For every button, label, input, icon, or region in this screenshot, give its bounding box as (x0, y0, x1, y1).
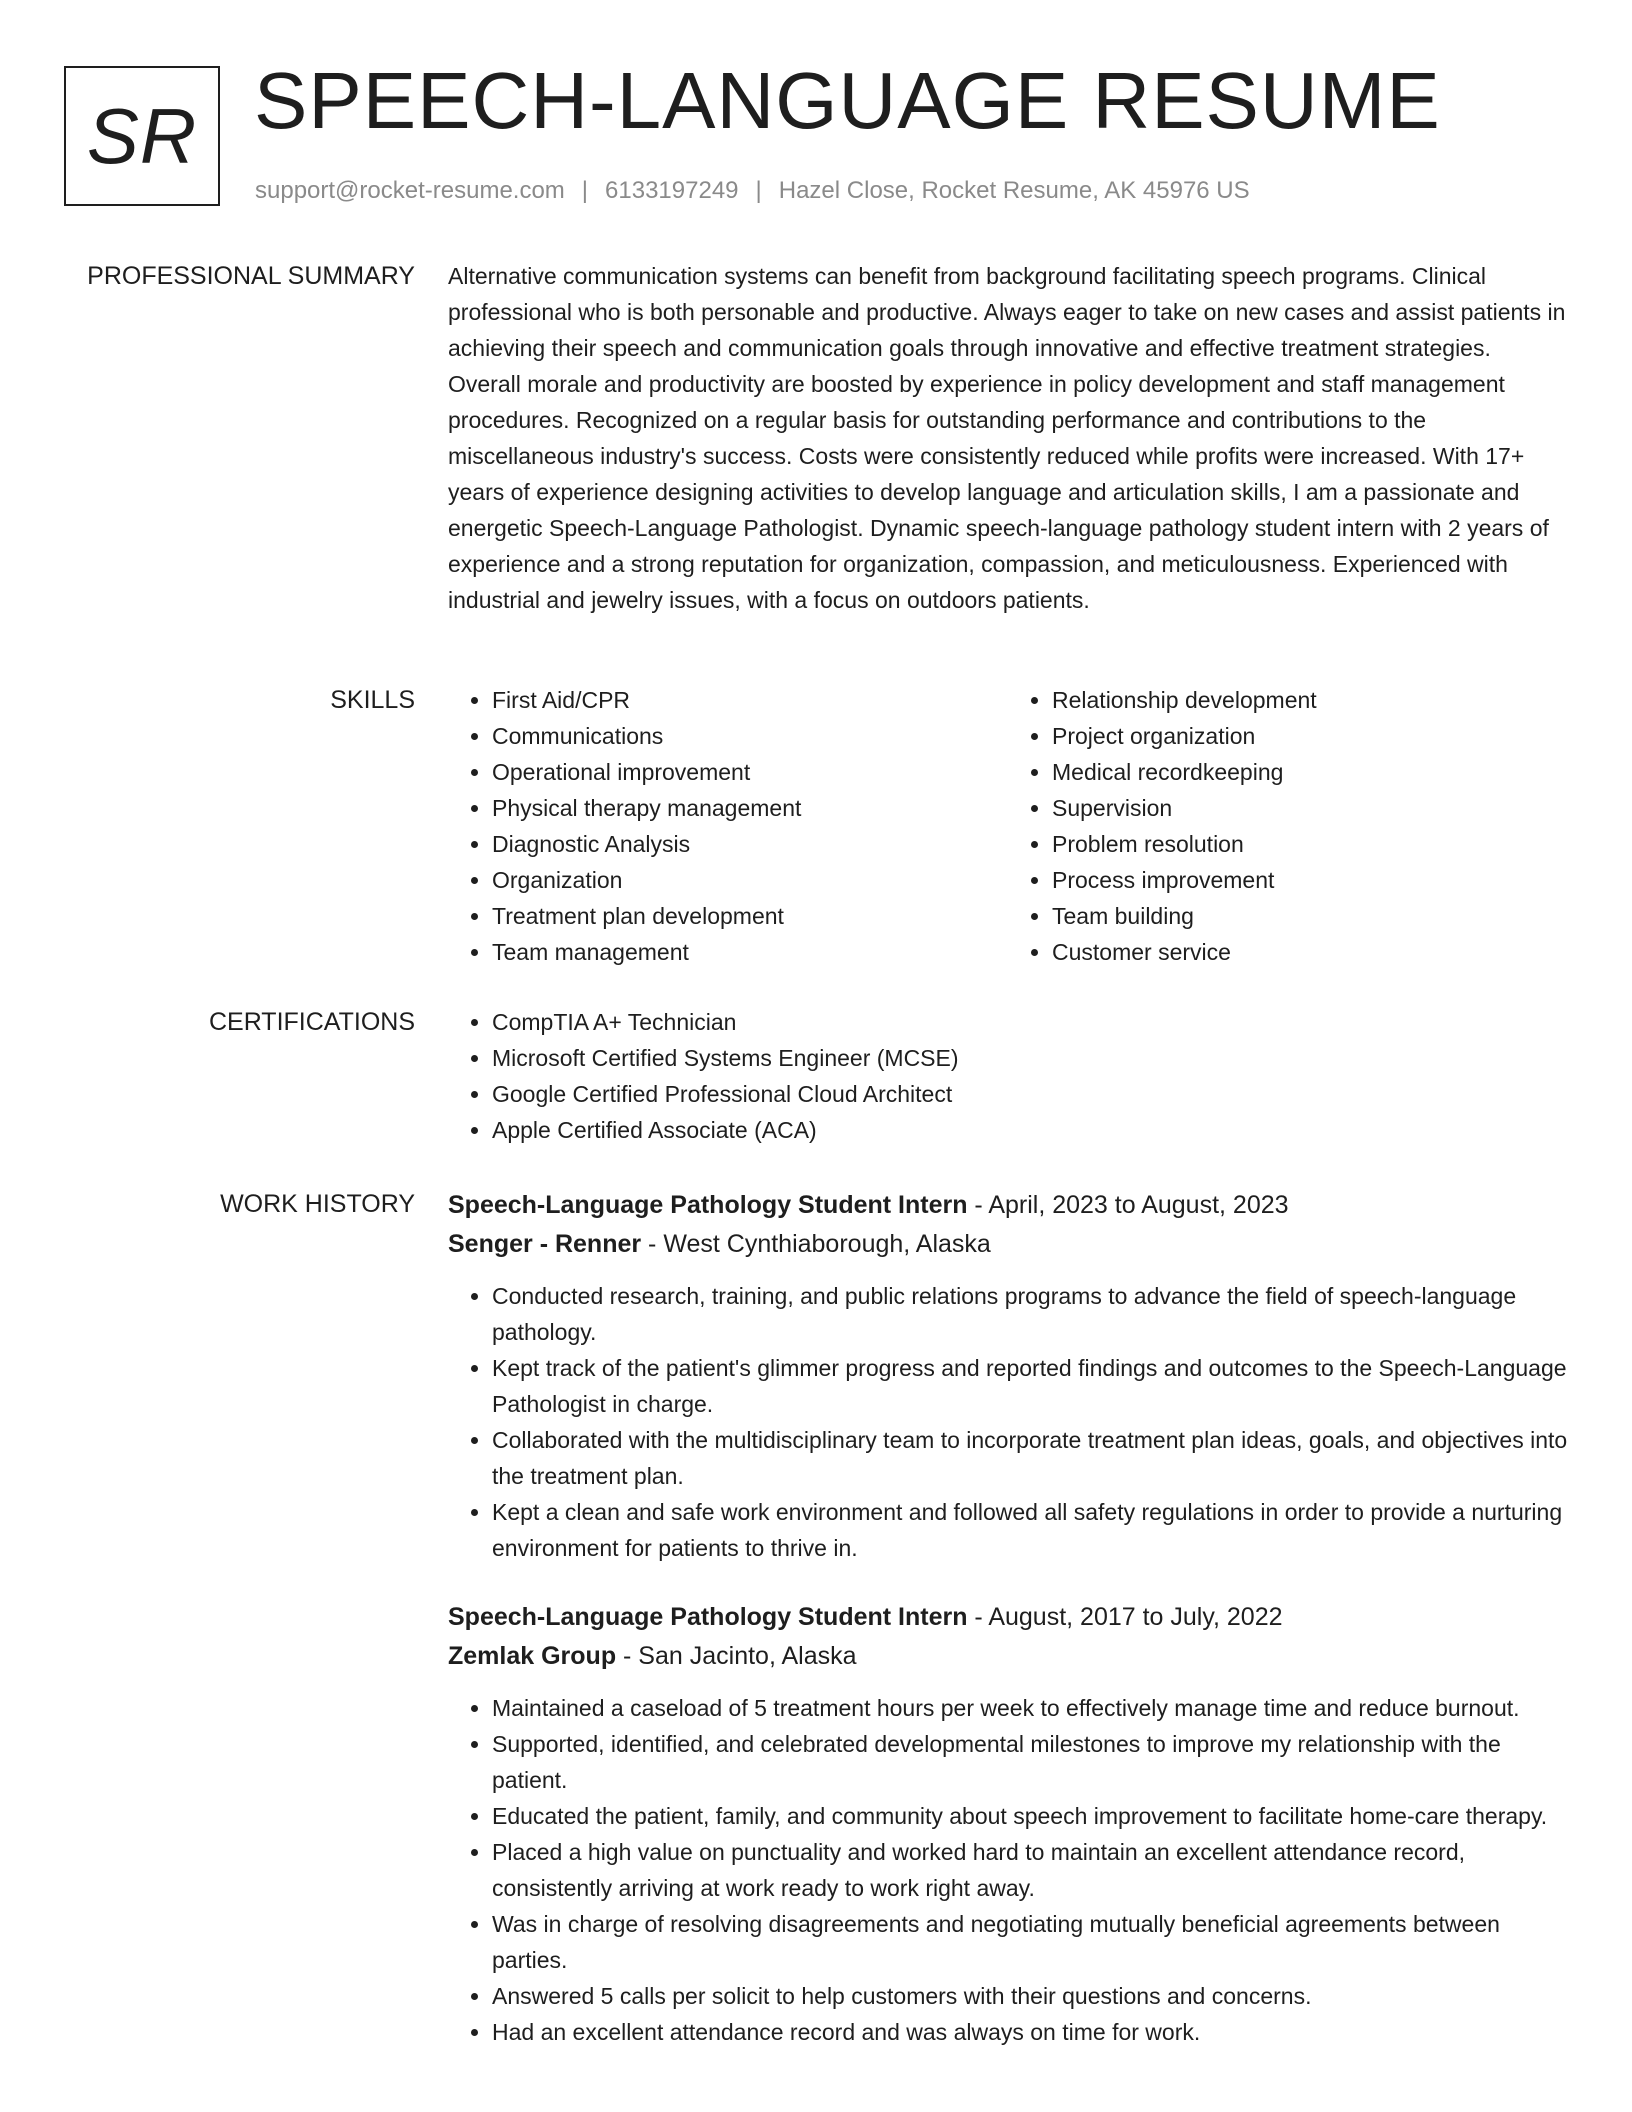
monogram-logo: SR (64, 66, 220, 206)
certifications-list (448, 1004, 1568, 1148)
job-company-line (448, 1224, 1568, 1264)
certification-item: • Microsoft Certified Systems Engineer (MCSE) (492, 1040, 1568, 1076)
skill-item: • Project organization (1052, 718, 1568, 754)
skills-body (448, 682, 1568, 970)
resume-title: SPEECH-LANGUAGE RESUME (254, 56, 1441, 145)
job-bullet: • Answered 5 calls per solicit to help customers with their questions and concerns. (492, 1978, 1568, 2014)
job-company-line (448, 1636, 1568, 1676)
job-title: Speech-Language Pathology Student Intern (448, 1191, 968, 1219)
summary-text: Alternative communication systems can benefit from background facilitating speech programs. Clinical professional who is both personable and productive. Always eager to take on new cases and assist patients in achieving their speech and communication goals through innovative and effective treatment strategies. Overall morale and productivity are boosted by experience in policy development and staff management procedures. Recognized on a regular basis for outstanding performance and contributions to the miscellaneous industry's success. Costs were consistently reduced while profits were increased. With 17+ years of experience designing activities to develop language and articulation skills, I am a passionate and energetic Speech-Language Pathologist. Dynamic speech-language pathology student intern with 2 years of experience and a strong reputation for organization, compassion, and meticulousness. Experienced with industrial and jewelry issues, with a focus on outdoors patients. (448, 263, 1566, 613)
job-company: Zemlak Group (448, 1642, 617, 1670)
skill-item: • Diagnostic Analysis (492, 826, 1008, 862)
contact-line (255, 174, 1250, 208)
certification-item: • Apple Certified Associate (ACA) (492, 1112, 1568, 1148)
skill-item: • Team management (492, 934, 1008, 970)
certification-item: • Google Certified Professional Cloud Architect (492, 1076, 1568, 1112)
contact-phone[interactable]: 6133197249 (605, 177, 739, 204)
certification-item: • CompTIA A+ Technician (492, 1004, 1568, 1040)
job-bullet: • Collaborated with the multidisciplinary team to incorporate treatment plan ideas, goals, and objectives into the treatment plan. (492, 1422, 1568, 1494)
contact-separator: | (755, 177, 762, 204)
contact-separator: | (581, 177, 589, 204)
job-bullet: • Kept track of the patient's glimmer progress and reported findings and outcomes to the Speech-Language Pathologist in charge. (492, 1350, 1568, 1422)
summary-heading: PROFESSIONAL SUMMARY (87, 262, 415, 290)
job-bullet: • Placed a high value on punctuality and worked hard to maintain an excellent attendance record, consistently arriving at work ready to work right away. (492, 1834, 1568, 1906)
job-bullet: • Had an excellent attendance record and was always on time for work. (492, 2014, 1568, 2050)
skill-item: • Process improvement (1052, 862, 1568, 898)
work-history-heading: WORK HISTORY (220, 1190, 415, 1218)
skill-item: • Treatment plan development (492, 898, 1008, 934)
work-history-body (448, 1186, 1568, 2050)
skills-list-right (1008, 682, 1568, 970)
job-company: Senger - Renner (448, 1230, 642, 1258)
contact-email[interactable]: support@rocket-resume.com (255, 177, 565, 204)
job-bullet: • Maintained a caseload of 5 treatment hours per week to effectively manage time and reduce burnout. (492, 1690, 1568, 1726)
job-bullet: • Educated the patient, family, and community about speech improvement to facilitate home-care therapy. (492, 1798, 1568, 1834)
certifications-heading: CERTIFICATIONS (208, 1008, 415, 1036)
skill-item: • Relationship development (1052, 682, 1568, 718)
skill-item: • Problem resolution (1052, 826, 1568, 862)
job-dates: - April, 2023 to August, 2023 (967, 1191, 1289, 1219)
job-entry (448, 1598, 1568, 2050)
skill-item: • Team building (1052, 898, 1568, 934)
job-bullet: • Kept a clean and safe work environment and followed all safety regulations in order to provide a nurturing environment for patients to thrive in. (492, 1494, 1568, 1566)
job-bullet: • Conducted research, training, and public relations programs to advance the field of speech-language pathology. (492, 1278, 1568, 1350)
skill-item: • Operational improvement (492, 754, 1008, 790)
certifications-body (448, 1004, 1568, 1148)
job-dates: - August, 2017 to July, 2022 (967, 1603, 1283, 1631)
job-entry (448, 1186, 1568, 1566)
skill-item: • Medical recordkeeping (1052, 754, 1568, 790)
skills-list-left (448, 682, 1008, 970)
contact-address: Hazel Close, Rocket Resume, AK 45976 US (778, 177, 1250, 204)
skill-item: • First Aid/CPR (492, 682, 1008, 718)
job-bullet: • Supported, identified, and celebrated developmental milestones to improve my relationship with the patient. (492, 1726, 1568, 1798)
job-location: - West Cynthiaborough, Alaska (641, 1230, 991, 1258)
skill-item: • Customer service (1052, 934, 1568, 970)
job-bullets (448, 1278, 1568, 1566)
skills-heading: SKILLS (330, 686, 415, 714)
job-title: Speech-Language Pathology Student Intern (448, 1603, 968, 1631)
job-title-line (448, 1598, 1568, 1636)
skill-item: • Physical therapy management (492, 790, 1008, 826)
skill-item: • Communications (492, 718, 1008, 754)
skill-item: • Organization (492, 862, 1008, 898)
job-title-line (448, 1186, 1568, 1224)
skill-item: • Supervision (1052, 790, 1568, 826)
job-bullet: • Was in charge of resolving disagreements and negotiating mutually beneficial agreements between parties. (492, 1906, 1568, 1978)
job-bullets (448, 1690, 1568, 2050)
summary-body (448, 258, 1568, 618)
job-location: - San Jacinto, Alaska (616, 1642, 857, 1670)
